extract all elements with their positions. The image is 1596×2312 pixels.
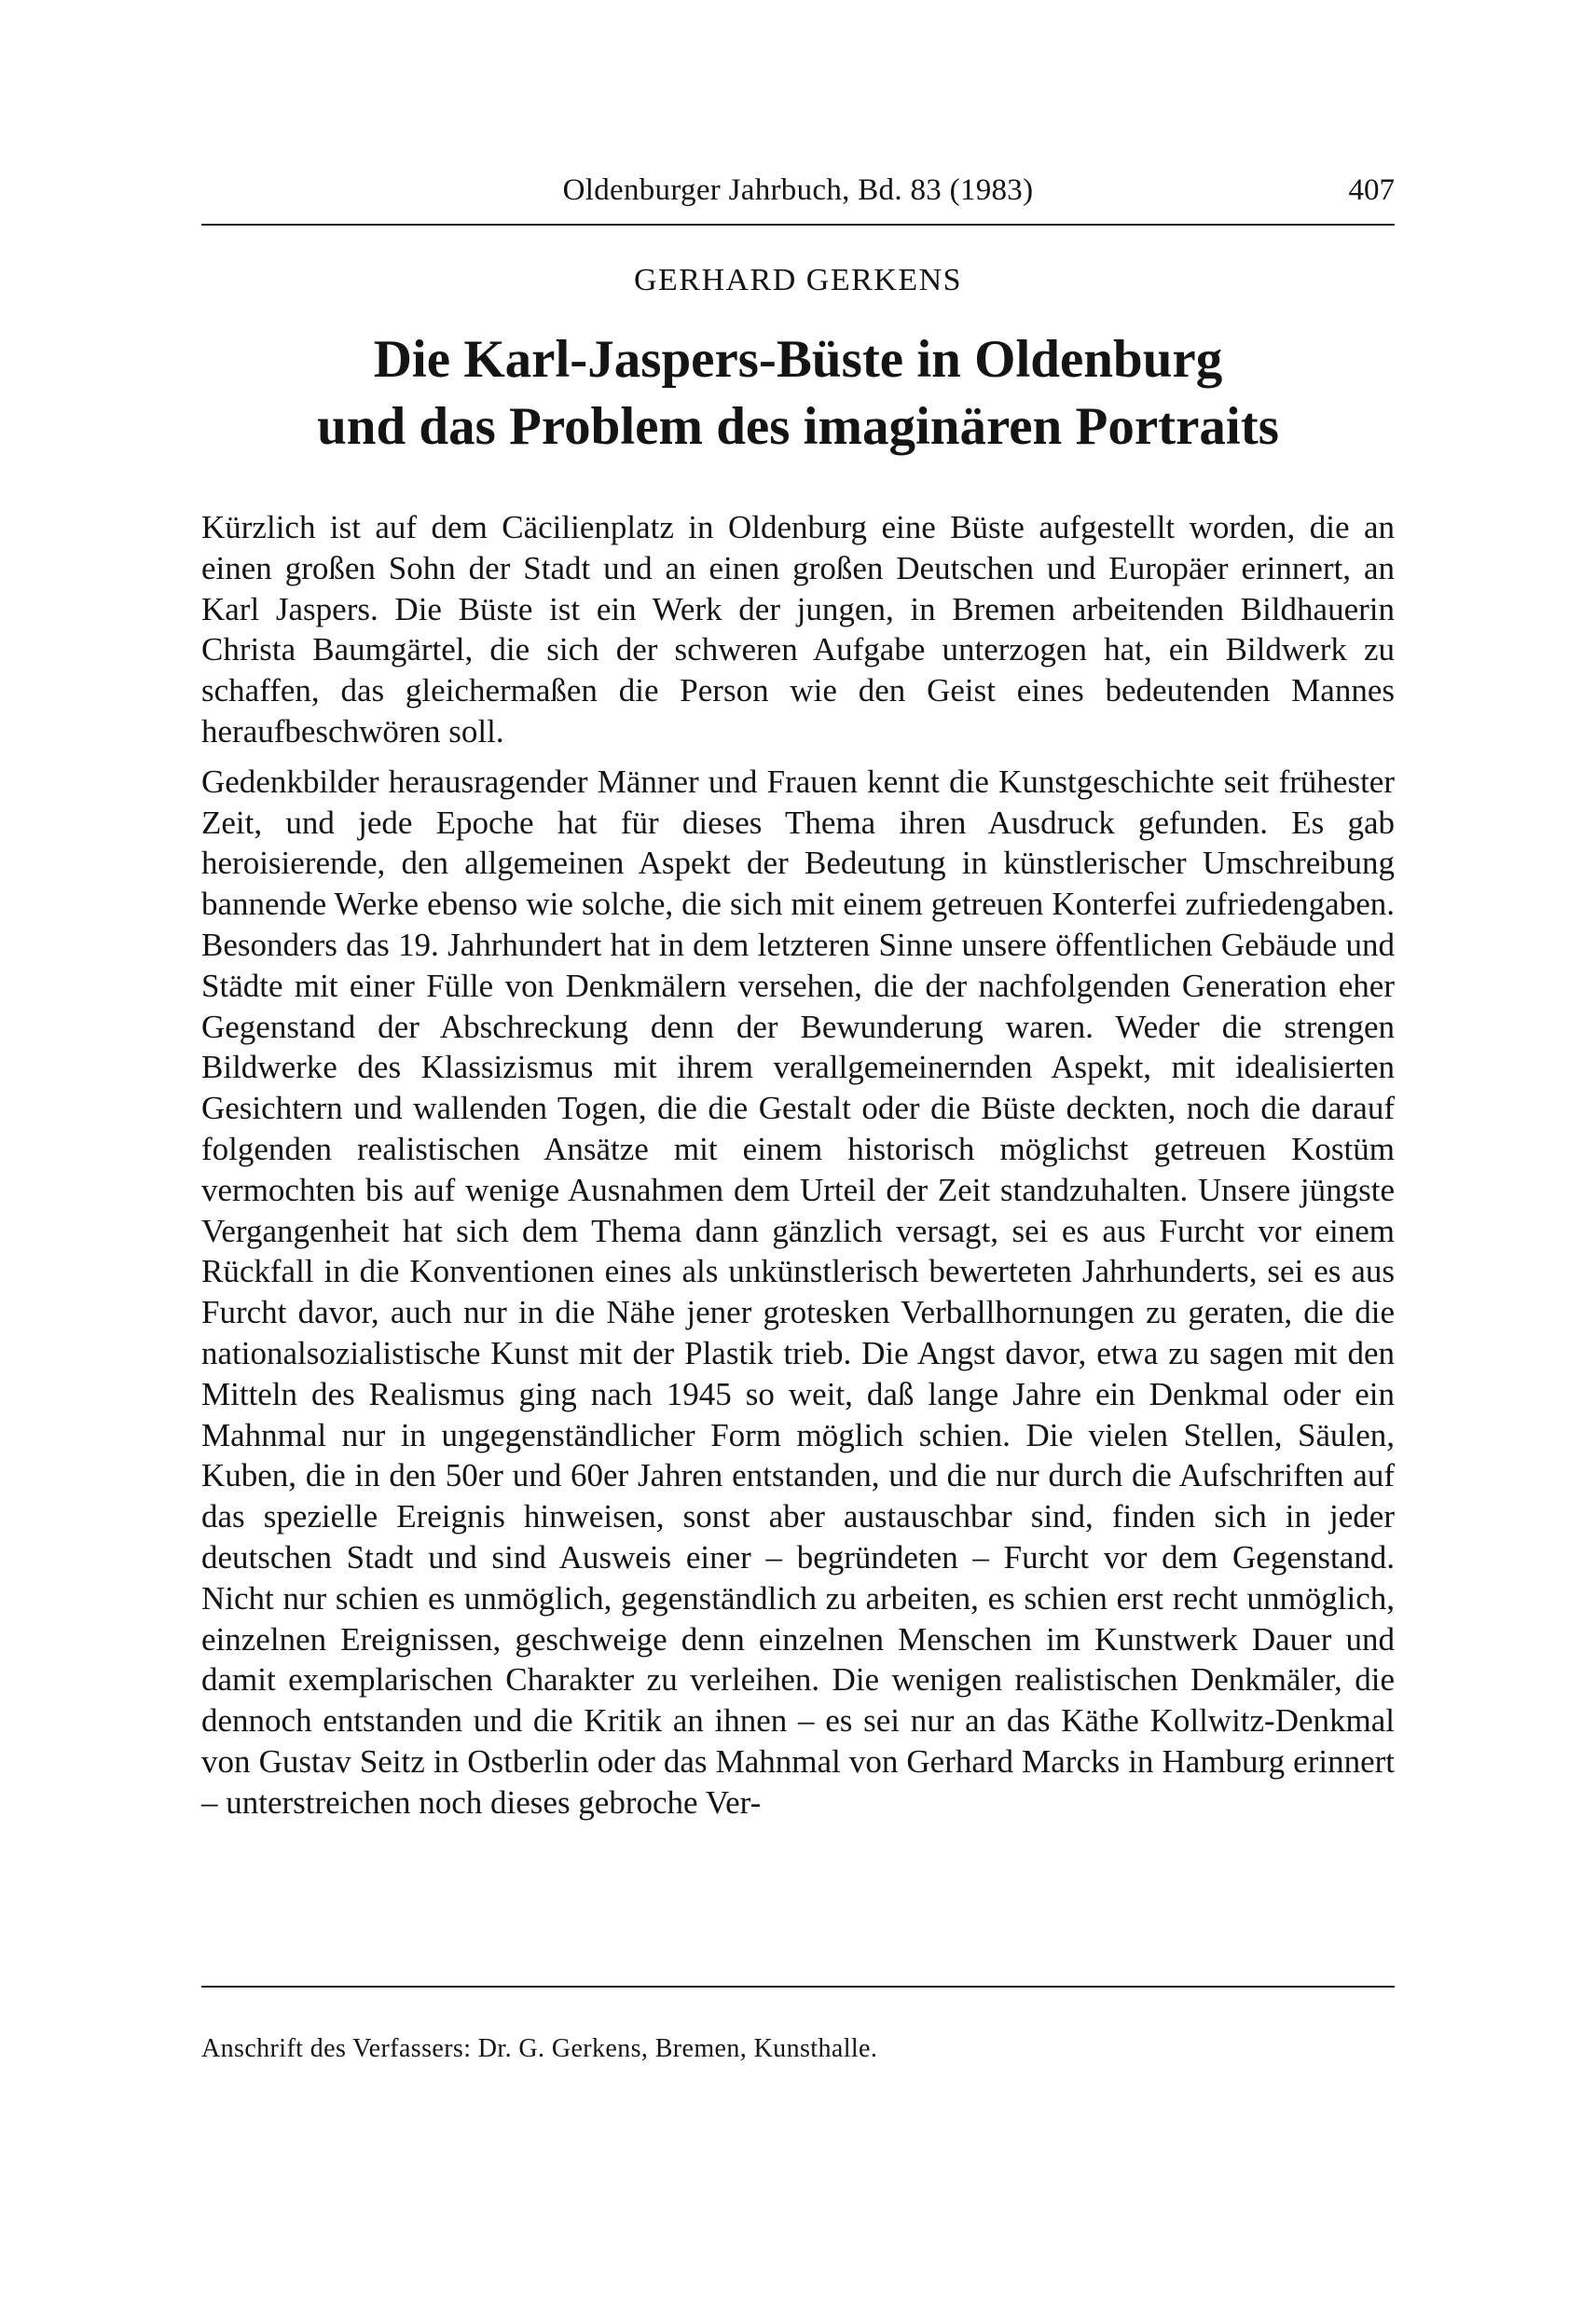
title-line-1: Die Karl-Jaspers-Büste in Oldenburg xyxy=(373,330,1223,389)
body-paragraph-2: Gedenkbilder herausragender Männer und Frauen kennt die Kunstgeschichte seit frühester Zeit, und jede Epoche hat für dieses Thema ihren Ausdruck gefunden. Es gab heroisierende, den allgemeinen Aspekt der Bedeutung in künstlerischer Umschreibung bannende Werke ebenso wie solche, die sich mit einem getreuen Konterfei zufriedengaben. Besonders das 19. Jahrhundert hat in dem letzteren Sinne unsere öffentlichen Gebäude und Städte mit einer Fülle von Denkmälern versehen, die der nachfolgenden Generation eher Gegenstand der Abschreckung denn der Bewunderung waren. Weder die strengen Bildwerke des Klassizismus mit ihrem verallgemeinernden Aspekt, mit idealisierten Gesichtern und wallenden Togen, die die Gestalt oder die Büste deckten, noch die darauf folgenden realistischen Ansätze mit einem historisch möglichst getreuen Kostüm vermochten bis auf wenige Ausnahmen dem Urteil der Zeit standzuhalten. Unsere jüngste Vergangenheit hat sich dem Thema dann gänzlich versagt, sei es aus Furcht vor einem Rückfall in die Konventionen eines als unkünstlerisch bewerteten Jahrhunderts, sei es aus Furcht davor, auch nur in die Nähe jener grotesken Verballhornungen zu geraten, die die nationalsozialistische Kunst mit der Plastik trieb. Die Angst davor, etwa zu sagen mit den Mitteln des Realismus ging nach 1945 so weit, daß lange Jahre ein Denkmal oder ein Mahnmal nur in ungegenständlicher Form möglich schien. Die vielen Stellen, Säulen, Kuben, die in den 50er und 60er Jahren entstanden, und die nur durch die Aufschriften auf das spezielle Ereignis hinweisen, sonst aber austauschbar sind, finden sich in jeder deutschen Stadt und sind Ausweis einer – begründeten – Furcht vor dem Gegenstand. Nicht nur schien es unmöglich, gegenständlich zu arbeiten, es schien erst recht unmöglich, einzelnen Ereignissen, geschweige denn einzelnen Menschen im Kunstwerk Dauer und damit exemplarischen Charakter zu verleihen. Die wenigen realistischen Denkmäler, die dennoch entstanden und die Kritik an ihnen – es sei nur an das Käthe Kollwitz-Denkmal von Gustav Seitz in Ostberlin oder das Mahnmal von Gerhard Marcks in Hamburg erinnert – unterstreichen noch dieses gebroche Ver- xyxy=(201,763,1395,1821)
article-body xyxy=(201,507,1395,1823)
header-rule xyxy=(201,224,1395,226)
author-name: GERHARD GERKENS xyxy=(633,263,963,297)
body-paragraph-1: Kürzlich ist auf dem Cäcilienplatz in Oldenburg eine Büste aufgestellt worden, die an einen großen Sohn der Stadt und an einen großen Deutschen und Europäer erinnert, an Karl Jaspers. Die Büste ist ein Werk der jungen, in Bremen arbeitenden Bildhauerin Christa Baumgärtel, die sich der schweren Aufgabe unterzogen hat, ein Bildwerk zu schaffen, das gleichermaßen die Person wie den Geist eines bedeutenden Mannes heraufbeschwören soll. xyxy=(201,509,1395,750)
author-address-footnote: Anschrift des Verfassers: Dr. G. Gerkens, Bremen, Kunsthalle. xyxy=(201,2034,878,2063)
running-head xyxy=(201,168,1395,213)
journal-citation: Oldenburger Jahrbuch, Bd. 83 (1983) xyxy=(562,173,1034,207)
page-number: 407 xyxy=(1348,173,1395,207)
article-title xyxy=(201,326,1395,461)
footnote-rule xyxy=(201,1986,1395,1988)
title-line-2: und das Problem des imaginären Portraits xyxy=(317,397,1279,456)
